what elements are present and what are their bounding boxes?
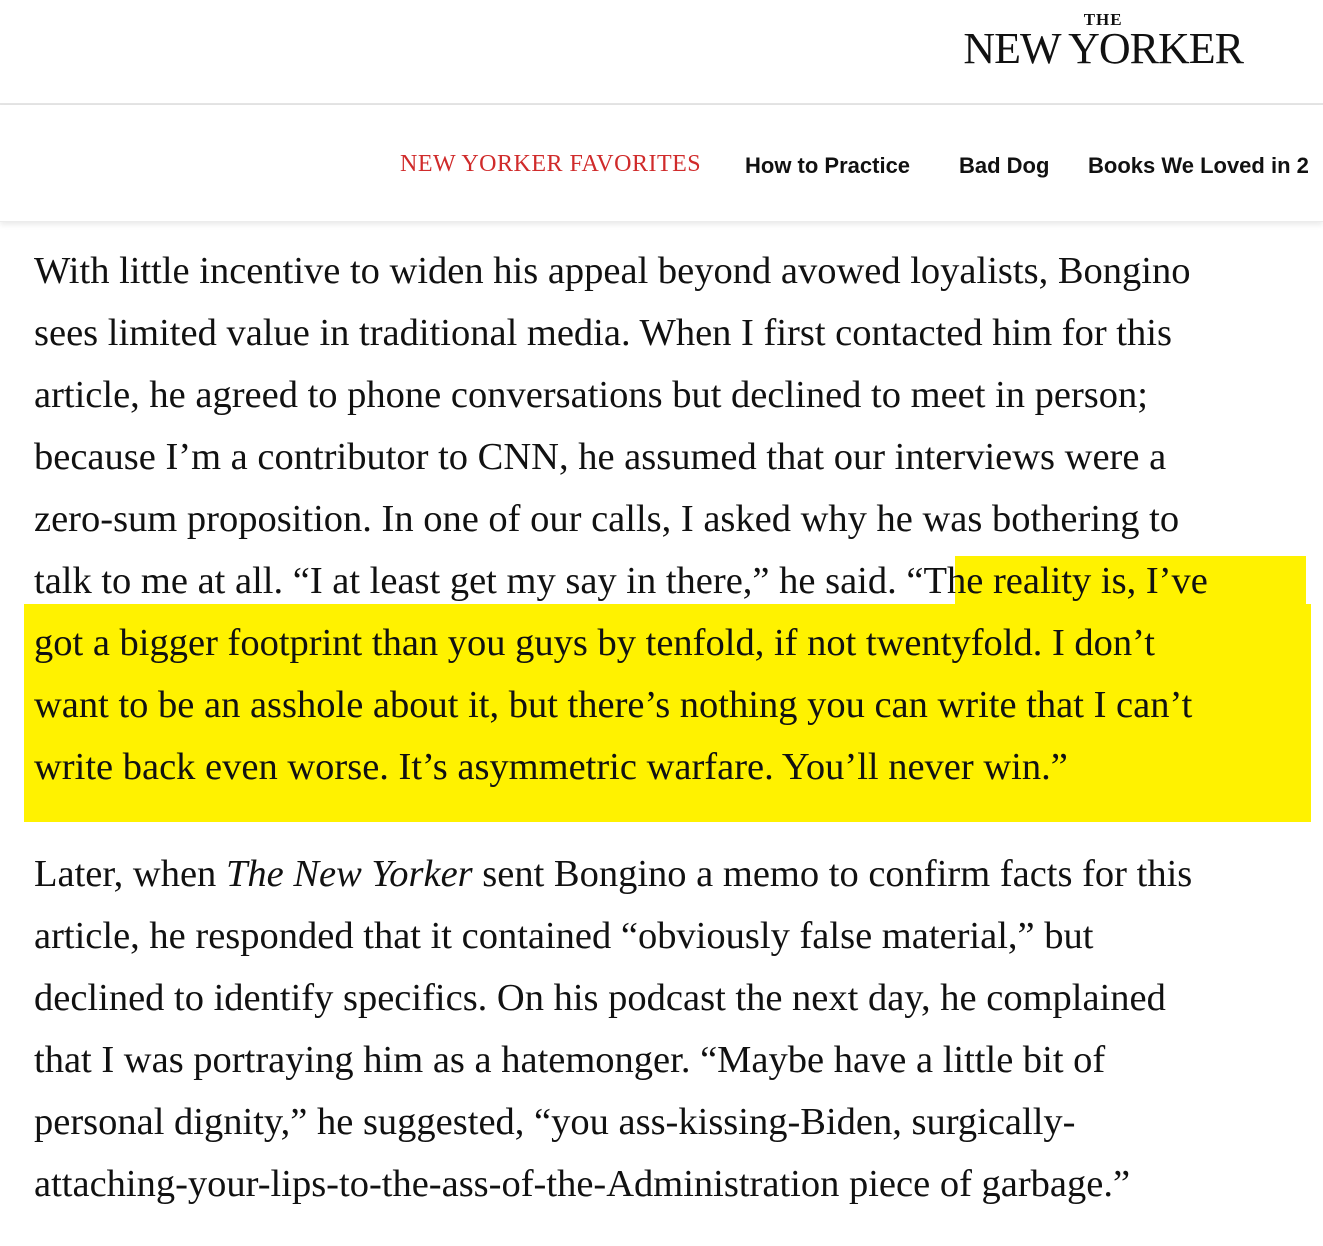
article-line: declined to identify specifics. On his podcast the next day, he complained bbox=[34, 977, 1166, 1019]
highlighted-text: “The reality is, I’ve bbox=[896, 560, 1208, 602]
article-line: because I’m a contributor to CNN, he assumed that our interviews were a bbox=[34, 436, 1167, 478]
article-line: article, he agreed to phone conversations but declined to meet in person; bbox=[34, 374, 1148, 416]
nav-link-bad-dog[interactable]: Bad Dog bbox=[959, 153, 1050, 178]
publication-title: The New Yorker bbox=[225, 853, 473, 895]
nav-link-books-we-loved[interactable]: Books We Loved in 2 bbox=[1088, 153, 1309, 178]
article-line: article, he responded that it contained “obviously false material,” but bbox=[34, 915, 1094, 957]
new-yorker-logo[interactable] bbox=[963, 10, 1243, 73]
highlighted-line: want to be an asshole about it, but there’s nothing you can write that I can’t bbox=[34, 684, 1193, 726]
article-line: With little incentive to widen his appeal beyond avowed loyalists, Bongino bbox=[34, 250, 1191, 292]
article-line: sees limited value in traditional media. When I first contacted him for this bbox=[34, 312, 1172, 354]
article-line bbox=[34, 843, 1314, 905]
plain-text: sent Bongino a memo to confirm facts for this bbox=[472, 853, 1193, 895]
article-paragraph-2 bbox=[34, 843, 1314, 1215]
article-line: attaching-your-lips-to-the-ass-of-the-Administration piece of garbage.” bbox=[34, 1163, 1131, 1205]
new-yorker-favorites-label: NEW YORKER FAVORITES bbox=[400, 151, 702, 177]
site-header bbox=[0, 0, 1323, 105]
highlighted-line: got a bigger footprint than you guys by tenfold, if not twentyfold. I don’t bbox=[34, 622, 1155, 664]
plain-text: Later, when bbox=[34, 853, 226, 895]
article-line-quote-start bbox=[34, 550, 1314, 612]
highlighted-line: write back even worse. It’s asymmetric warfare. You’ll never win.” bbox=[34, 746, 1068, 788]
article-line: personal dignity,” he suggested, “you ass-kissing-Biden, surgically- bbox=[34, 1101, 1076, 1143]
logo-the: THE bbox=[1083, 10, 1123, 29]
article-paragraph-1 bbox=[34, 240, 1314, 798]
nav-link-how-to-practice[interactable]: How to Practice bbox=[745, 153, 911, 178]
favorites-nav-bar bbox=[0, 105, 1323, 222]
logo-name: NEW YORKER bbox=[963, 24, 1243, 73]
plain-text: talk to me at all. “I at least get my say in there,” he said. bbox=[34, 560, 897, 602]
article-line: that I was portraying him as a hatemonger. “Maybe have a little bit of bbox=[34, 1039, 1106, 1081]
article-line: zero-sum proposition. In one of our calls, I asked why he was bothering to bbox=[34, 498, 1180, 540]
